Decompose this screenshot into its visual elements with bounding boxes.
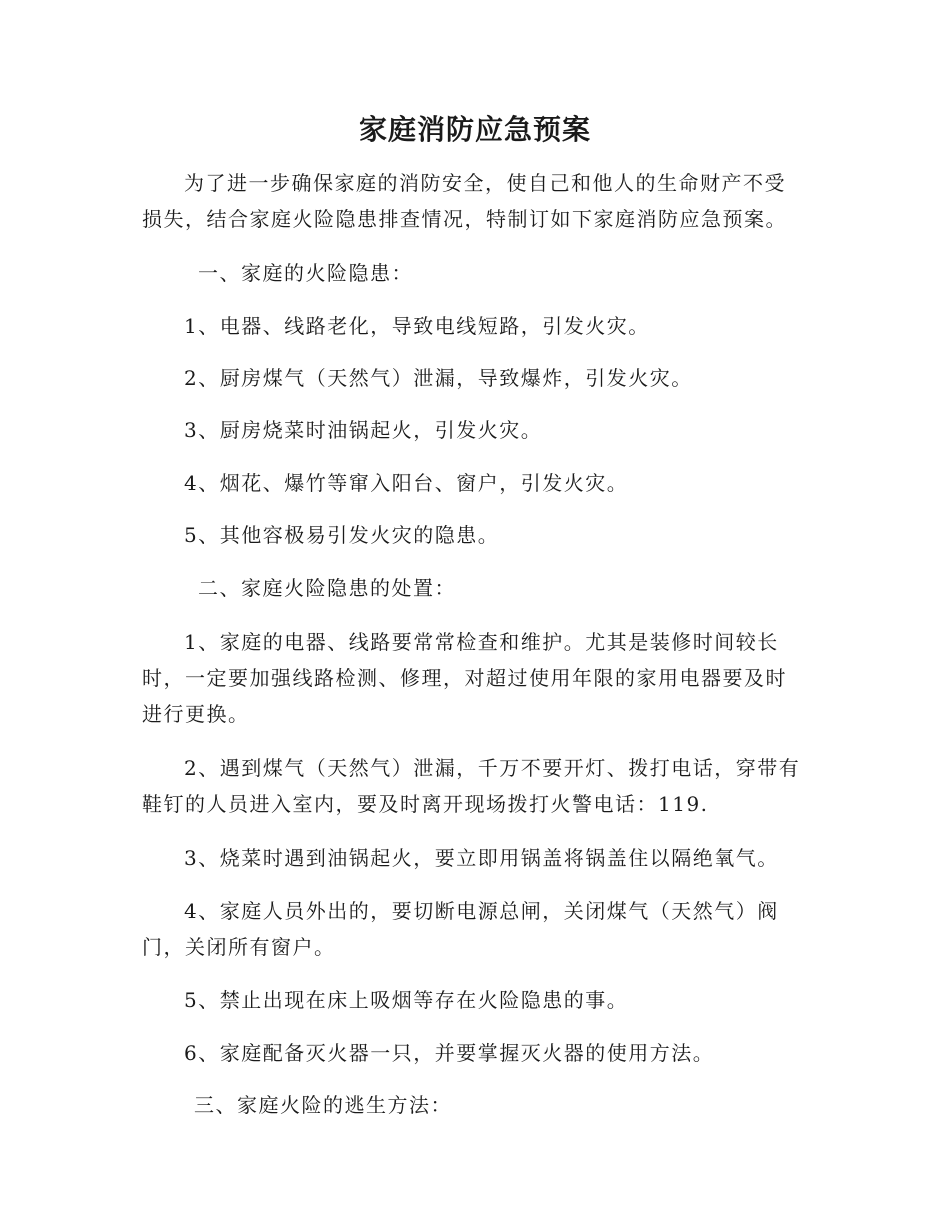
list-item: 4、烟花、爆竹等窜入阳台、窗户，引发火灾。: [184, 471, 629, 495]
handling-item-1: [142, 624, 812, 732]
paragraph-line: 1、家庭的电器、线路要常常检查和维护。尤其是装修时间较长: [184, 630, 779, 654]
paragraph-line: 鞋钉的人员进入室内，要及时离开现场拨打火警电话：119.: [142, 792, 709, 816]
handling-item-4: [142, 893, 812, 965]
intro-line: 损失，结合家庭火险隐患排查情况，特制订如下家庭消防应急预案。: [142, 207, 787, 231]
intro-paragraph: [142, 165, 812, 237]
list-item: 5、其他容极易引发火灾的隐患。: [184, 523, 500, 547]
intro-line: 为了进一步确保家庭的消防安全，使自己和他人的生命财产不受: [184, 171, 786, 195]
handling-item-2: [142, 750, 812, 822]
paragraph-line: 时，一定要加强线路检测、修理，对超过使用年限的家用电器要及时: [142, 666, 787, 690]
paragraph-line: 进行更换。: [142, 702, 250, 726]
section-heading-hazards: 一、家庭的火险隐患：: [198, 261, 413, 285]
handling-item-5: 5、禁止出现在床上吸烟等存在火险隐患的事。: [184, 988, 629, 1012]
paragraph-line: 4、家庭人员外出的，要切断电源总闸，关闭煤气（天然气）阀: [184, 899, 779, 923]
section-heading-handling: 二、家庭火险隐患的处置：: [198, 576, 456, 600]
paragraph-line: 2、遇到煤气（天然气）泄漏，千万不要开灯、拨打电话，穿带有: [184, 756, 801, 780]
handling-item-3: 3、烧菜时遇到油锅起火，要立即用锅盖将锅盖住以隔绝氧气。: [184, 846, 779, 870]
list-item: 1、电器、线路老化，导致电线短路，引发火灾。: [184, 314, 650, 338]
section-heading-escape: 三、家庭火险的逃生方法：: [194, 1093, 452, 1117]
document-title: 家庭消防应急预案: [358, 113, 591, 146]
paragraph-line: 门，关闭所有窗户。: [142, 935, 336, 959]
handling-item-6: 6、家庭配备灭火器一只，并要掌握灭火器的使用方法。: [184, 1041, 715, 1065]
list-item: 3、厨房烧菜时油锅起火，引发火灾。: [184, 418, 543, 442]
list-item: 2、厨房煤气（天然气）泄漏，导致爆炸，引发火灾。: [184, 366, 693, 390]
